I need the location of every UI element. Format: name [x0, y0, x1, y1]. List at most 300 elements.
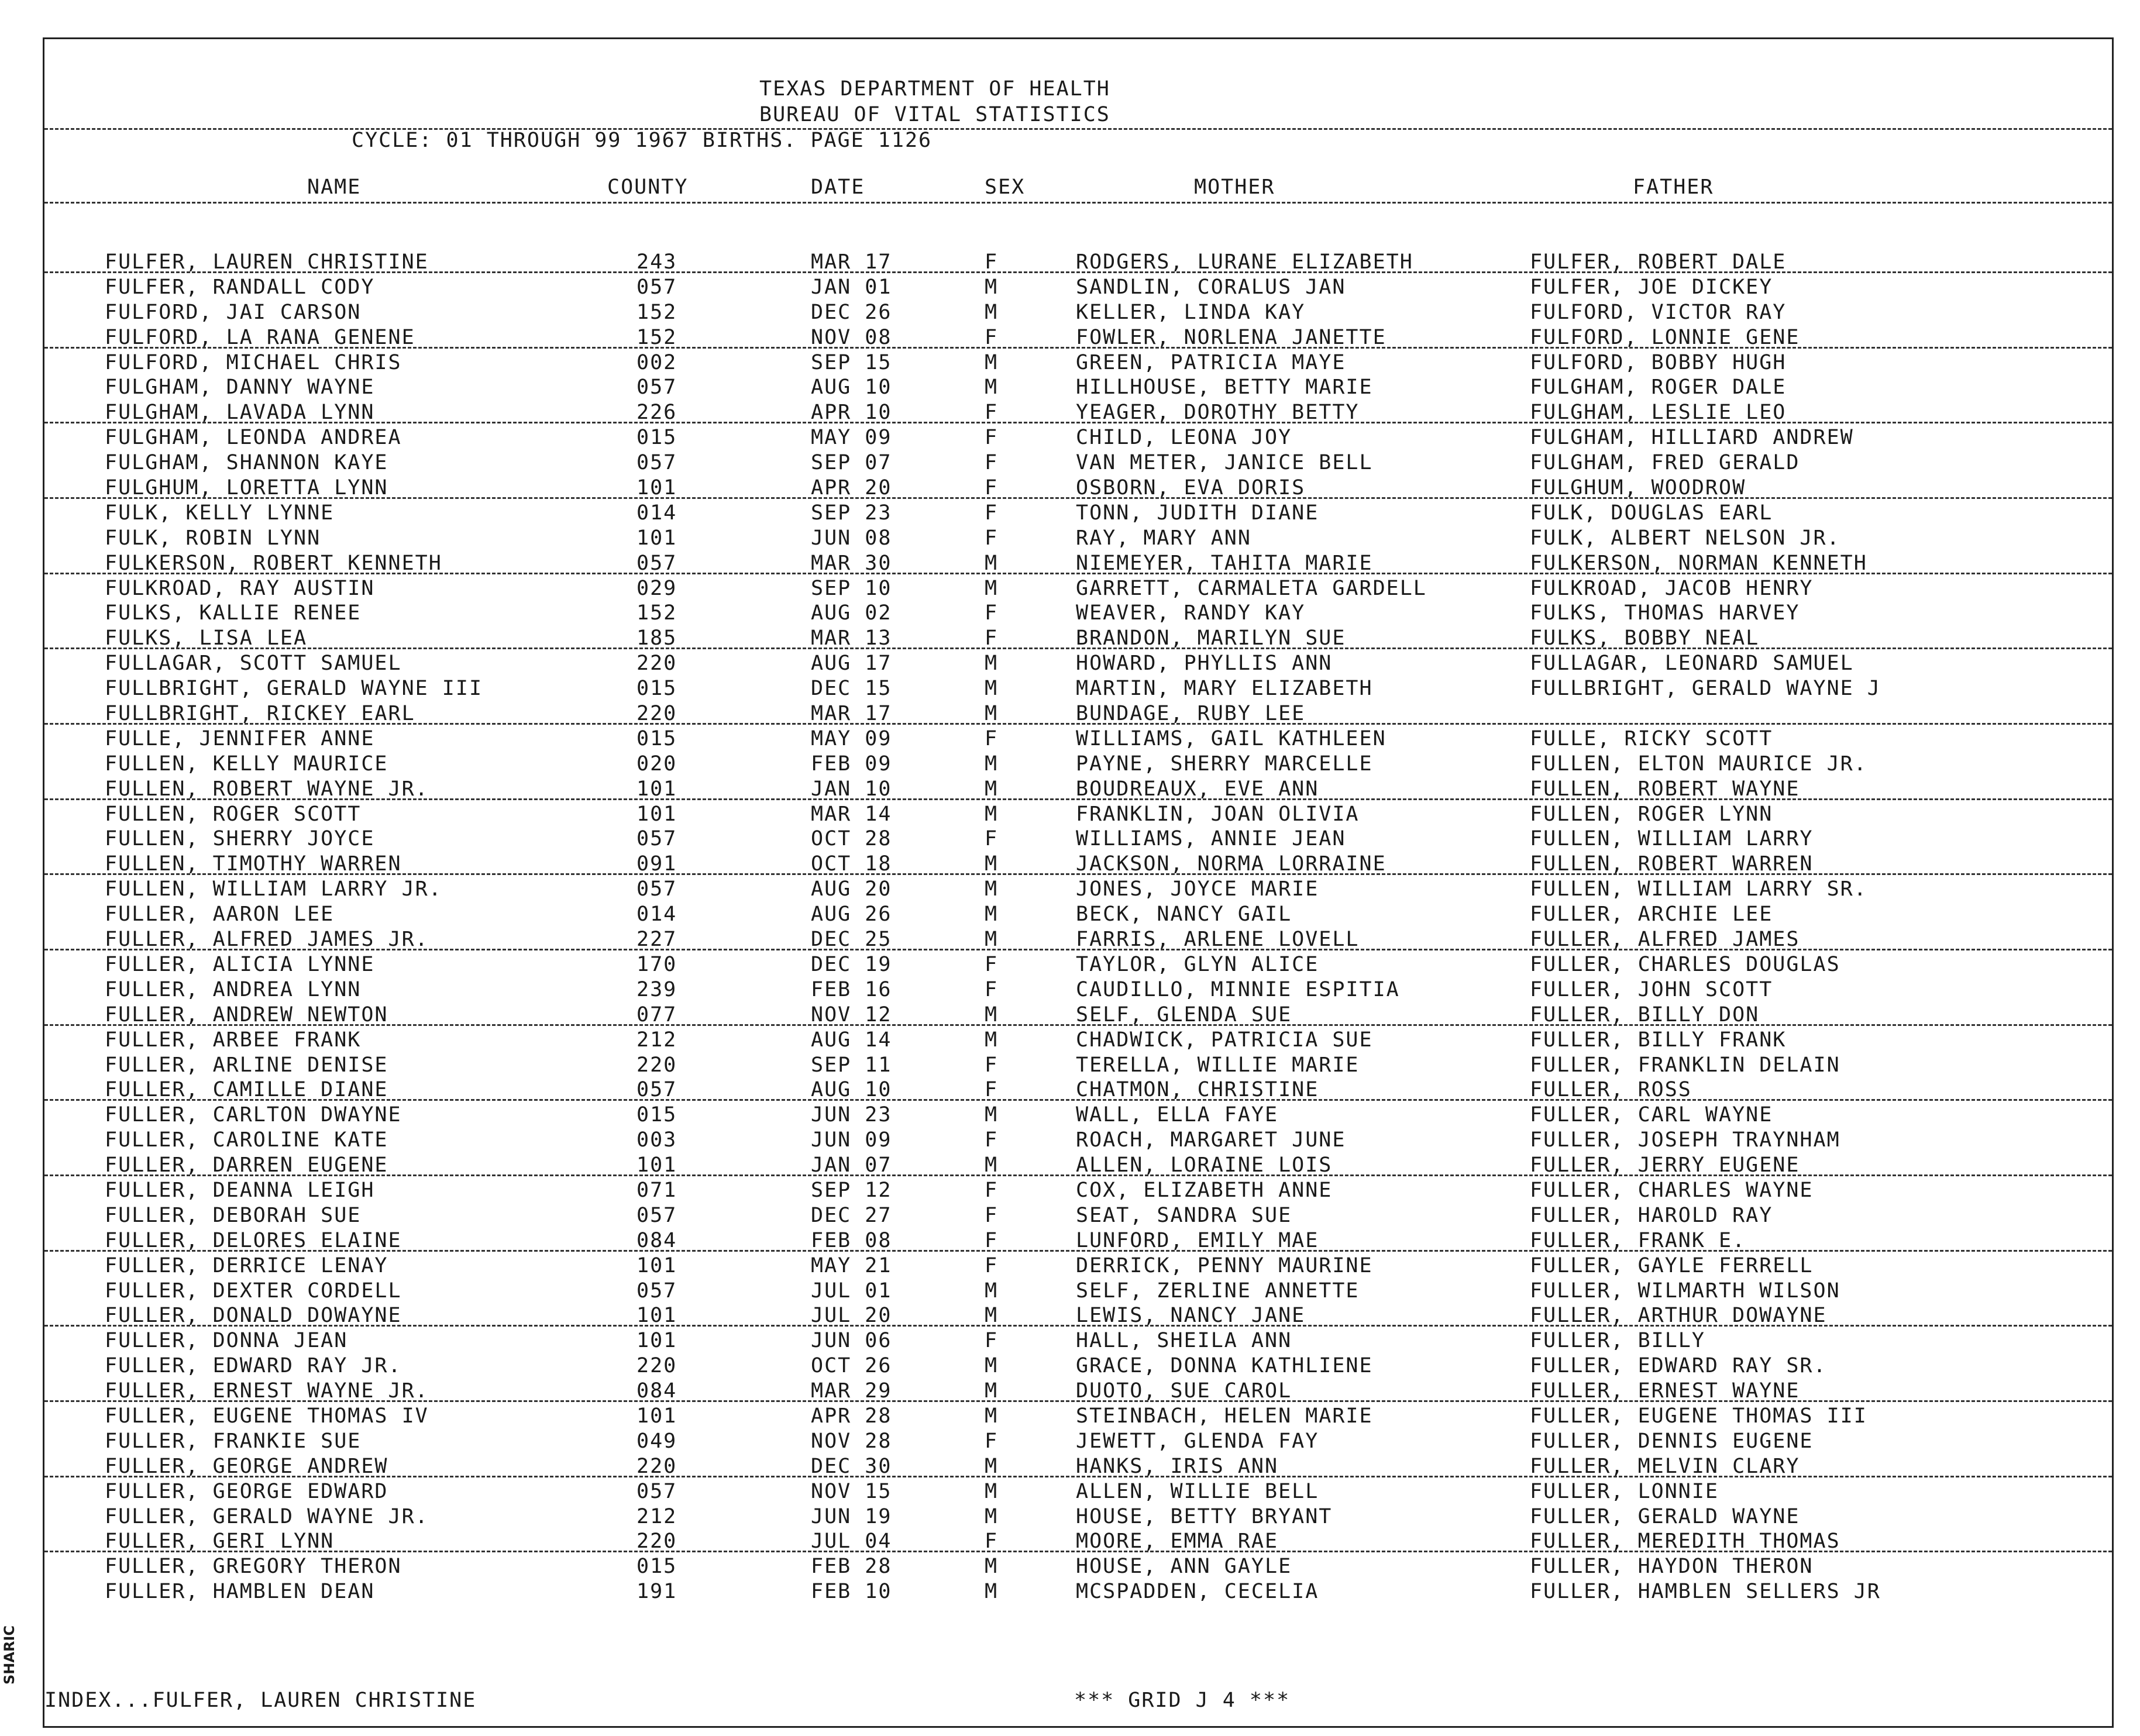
- cell-mother: HOWARD, PHYLLIS ANN: [1076, 652, 1333, 676]
- cell-sex: M: [985, 677, 999, 701]
- cell-county: 015: [637, 426, 677, 450]
- cell-father: FULLER, JOHN SCOTT: [1530, 977, 1773, 1001]
- cell-name: FULLER, ARBEE FRANK: [105, 1028, 362, 1052]
- table-row: [44, 1103, 2112, 1128]
- cell-county: 220: [637, 1530, 677, 1554]
- cell-mother: CHILD, LEONA JOY: [1076, 426, 1292, 450]
- cell-sex: M: [985, 852, 999, 876]
- cell-county: 152: [637, 601, 677, 625]
- cell-father: FULLER, MELVIN CLARY: [1530, 1454, 1800, 1478]
- cell-name: FULGHAM, DANNY WAYNE: [105, 376, 375, 399]
- cell-father: FULK, ALBERT NELSON JR.: [1530, 526, 1840, 550]
- cell-sex: M: [985, 1379, 999, 1403]
- cell-sex: M: [985, 1003, 999, 1027]
- cell-county: 002: [637, 350, 677, 374]
- cell-name: FULFORD, MICHAEL CHRIS: [105, 350, 402, 374]
- cell-county: 220: [637, 1053, 677, 1077]
- cell-mother: DERRICK, PENNY MAURINE: [1076, 1253, 1373, 1277]
- cell-name: FULLAGAR, SCOTT SAMUEL: [105, 652, 402, 676]
- cell-sex: M: [985, 1504, 999, 1528]
- cell-sex: F: [985, 325, 999, 349]
- cell-father: FULKS, BOBBY NEAL: [1530, 626, 1760, 650]
- cell-mother: PAYNE, SHERRY MARCELLE: [1076, 752, 1373, 776]
- cell-father: FULLER, FRANKLIN DELAIN: [1530, 1053, 1840, 1077]
- cell-name: FULLER, DEANNA LEIGH: [105, 1178, 375, 1202]
- cell-father: FULFORD, VICTOR RAY: [1530, 300, 1787, 324]
- cell-date: APR 28: [811, 1404, 892, 1428]
- cell-date: FEB 28: [811, 1555, 892, 1579]
- table-row: [44, 1204, 2112, 1229]
- table-row: [44, 601, 2112, 626]
- cell-county: 077: [637, 1003, 677, 1027]
- cell-name: FULFORD, JAI CARSON: [105, 300, 362, 324]
- cell-sex: F: [985, 1253, 999, 1277]
- table-row: [44, 802, 2112, 828]
- cell-sex: M: [985, 1279, 999, 1303]
- cell-date: SEP 11: [811, 1053, 892, 1077]
- cell-father: FULLER, BILLY: [1530, 1329, 1705, 1353]
- cell-date: MAR 14: [811, 802, 892, 826]
- cell-mother: RODGERS, LURANE ELIZABETH: [1076, 250, 1413, 274]
- cell-sex: F: [985, 476, 999, 500]
- cell-father: FULGHAM, FRED GERALD: [1530, 451, 1800, 475]
- table-row: [44, 1480, 2112, 1505]
- cell-father: FULLER, HAYDON THERON: [1530, 1555, 1814, 1579]
- cell-date: MAR 30: [811, 551, 892, 575]
- column-header-father: FATHER: [1633, 175, 1714, 199]
- cell-date: AUG 26: [811, 903, 892, 926]
- cell-county: 057: [637, 877, 677, 901]
- cell-date: FEB 10: [811, 1580, 892, 1604]
- table-row: [44, 1279, 2112, 1304]
- cell-date: JUN 09: [811, 1128, 892, 1152]
- table-row: [44, 1003, 2112, 1028]
- cell-date: DEC 15: [811, 677, 892, 701]
- cell-county: 101: [637, 1153, 677, 1177]
- table-row: [44, 903, 2112, 928]
- cell-name: FULLER, DEBORAH SUE: [105, 1203, 362, 1227]
- cell-mother: MOORE, EMMA RAE: [1076, 1530, 1279, 1554]
- cell-mother: WILLIAMS, ANNIE JEAN: [1076, 827, 1346, 851]
- cell-father: FULLE, RICKY SCOTT: [1530, 726, 1773, 750]
- cell-mother: GARRETT, CARMALETA GARDELL: [1076, 576, 1427, 600]
- table-row: [44, 1254, 2112, 1279]
- cell-mother: STEINBACH, HELEN MARIE: [1076, 1404, 1373, 1428]
- cell-name: FULLER, ARLINE DENISE: [105, 1053, 388, 1077]
- cell-mother: COX, ELIZABETH ANNE: [1076, 1178, 1333, 1202]
- cell-county: 212: [637, 1028, 677, 1052]
- cell-date: OCT 28: [811, 827, 892, 851]
- cell-name: FULLER, DELORES ELAINE: [105, 1228, 402, 1252]
- cell-name: FULLBRIGHT, GERALD WAYNE III: [105, 677, 483, 701]
- cell-name: FULKS, LISA LEA: [105, 626, 308, 650]
- cell-father: FULLER, ERNEST WAYNE: [1530, 1379, 1800, 1403]
- cell-father: FULLER, LONNIE: [1530, 1479, 1719, 1503]
- cell-county: 220: [637, 652, 677, 676]
- cell-sex: F: [985, 601, 999, 625]
- cell-name: FULLER, GREGORY THERON: [105, 1555, 402, 1579]
- cell-name: FULLER, HAMBLEN DEAN: [105, 1580, 375, 1604]
- cell-sex: F: [985, 250, 999, 274]
- cell-name: FULLER, CAROLINE KATE: [105, 1128, 388, 1152]
- cell-mother: ALLEN, WILLIE BELL: [1076, 1479, 1319, 1503]
- table-row: [44, 451, 2112, 476]
- cell-date: DEC 19: [811, 952, 892, 976]
- column-header-county: COUNTY: [607, 175, 689, 199]
- cell-father: FULLER, DENNIS EUGENE: [1530, 1429, 1814, 1453]
- cell-name: FULKROAD, RAY AUSTIN: [105, 576, 375, 600]
- table-row: [44, 1128, 2112, 1153]
- cell-county: 015: [637, 726, 677, 750]
- cell-county: 020: [637, 752, 677, 776]
- cell-county: 084: [637, 1379, 677, 1403]
- cell-sex: F: [985, 1329, 999, 1353]
- cell-father: FULLEN, ROGER LYNN: [1530, 802, 1773, 826]
- side-stamp: SHARIC: [1, 1625, 18, 1685]
- cell-father: FULLER, FRANK E.: [1530, 1228, 1746, 1252]
- cell-date: SEP 07: [811, 451, 892, 475]
- table-row: [44, 877, 2112, 903]
- cell-sex: M: [985, 300, 999, 324]
- header-bureau: BUREAU OF VITAL STATISTICS: [759, 103, 1110, 126]
- table-row: [44, 275, 2112, 301]
- table-row: [44, 953, 2112, 978]
- cell-name: FULKS, KALLIE RENEE: [105, 601, 362, 625]
- cell-date: JAN 10: [811, 777, 892, 801]
- cell-county: 084: [637, 1228, 677, 1252]
- cell-father: FULLER, EUGENE THOMAS III: [1530, 1404, 1867, 1428]
- cell-date: FEB 08: [811, 1228, 892, 1252]
- cell-sex: F: [985, 426, 999, 450]
- cell-date: JUN 23: [811, 1103, 892, 1127]
- cell-mother: ROACH, MARGARET JUNE: [1076, 1128, 1346, 1152]
- cell-mother: DUOTO, SUE CAROL: [1076, 1379, 1292, 1403]
- table-row: [44, 1329, 2112, 1354]
- cell-father: FULLER, HAMBLEN SELLERS JR: [1530, 1580, 1881, 1604]
- cell-mother: HILLHOUSE, BETTY MARIE: [1076, 376, 1373, 399]
- column-header-name: NAME: [307, 175, 362, 199]
- cell-name: FULLER, DONALD DOWAYNE: [105, 1304, 402, 1328]
- cell-father: FULLBRIGHT, GERALD WAYNE J: [1530, 677, 1881, 701]
- cell-county: 057: [637, 1078, 677, 1102]
- cell-county: 185: [637, 626, 677, 650]
- cell-county: 015: [637, 1103, 677, 1127]
- cell-county: 152: [637, 300, 677, 324]
- cell-mother: SANDLIN, CORALUS JAN: [1076, 275, 1346, 299]
- cell-county: 014: [637, 903, 677, 926]
- cell-sex: F: [985, 952, 999, 976]
- cell-date: DEC 27: [811, 1203, 892, 1227]
- cell-father: FULLEN, WILLIAM LARRY SR.: [1530, 877, 1867, 901]
- cell-name: FULLER, ALFRED JAMES JR.: [105, 928, 429, 952]
- cell-county: 057: [637, 1279, 677, 1303]
- cell-date: FEB 16: [811, 977, 892, 1001]
- cell-sex: F: [985, 626, 999, 650]
- cell-father: FULFORD, LONNIE GENE: [1530, 325, 1800, 349]
- cell-county: 220: [637, 702, 677, 726]
- cell-name: FULKERSON, ROBERT KENNETH: [105, 551, 442, 575]
- cell-father: FULLAGAR, LEONARD SAMUEL: [1530, 652, 1854, 676]
- cell-sex: M: [985, 903, 999, 926]
- birth-record-table: [44, 250, 2112, 1605]
- table-row: [44, 677, 2112, 702]
- cell-father: FULLER, CHARLES WAYNE: [1530, 1178, 1814, 1202]
- cell-mother: HANKS, IRIS ANN: [1076, 1454, 1279, 1478]
- cell-county: 071: [637, 1178, 677, 1202]
- cell-sex: M: [985, 777, 999, 801]
- cell-name: FULLER, CARLTON DWAYNE: [105, 1103, 402, 1127]
- cell-name: FULLER, GERALD WAYNE JR.: [105, 1504, 429, 1528]
- cell-date: SEP 23: [811, 501, 892, 525]
- cell-date: JUL 01: [811, 1279, 892, 1303]
- cell-county: 057: [637, 376, 677, 399]
- cell-name: FULLER, FRANKIE SUE: [105, 1429, 362, 1453]
- cell-date: JAN 07: [811, 1153, 892, 1177]
- cell-father: FULLER, ALFRED JAMES: [1530, 928, 1800, 952]
- cell-county: 015: [637, 1555, 677, 1579]
- table-row: [44, 1455, 2112, 1480]
- table-row: [44, 777, 2112, 802]
- cell-sex: M: [985, 1153, 999, 1177]
- table-row: [44, 1053, 2112, 1079]
- column-header-date: DATE: [811, 175, 865, 199]
- cell-sex: F: [985, 827, 999, 851]
- cell-sex: F: [985, 726, 999, 750]
- cell-father: FULLER, ARTHUR DOWAYNE: [1530, 1304, 1827, 1328]
- cell-name: FULLE, JENNIFER ANNE: [105, 726, 375, 750]
- cell-sex: F: [985, 1530, 999, 1554]
- cell-father: FULLER, HAROLD RAY: [1530, 1203, 1773, 1227]
- cell-sex: M: [985, 802, 999, 826]
- cell-mother: WEAVER, RANDY KAY: [1076, 601, 1306, 625]
- cell-father: FULFER, ROBERT DALE: [1530, 250, 1787, 274]
- cell-sex: F: [985, 526, 999, 550]
- cell-county: 101: [637, 1253, 677, 1277]
- cell-county: 091: [637, 852, 677, 876]
- cell-father: FULLER, MEREDITH THOMAS: [1530, 1530, 1840, 1554]
- table-row: [44, 652, 2112, 677]
- cell-name: FULLER, ANDREA LYNN: [105, 977, 362, 1001]
- table-row: [44, 301, 2112, 326]
- cell-date: DEC 30: [811, 1454, 892, 1478]
- cell-mother: FOWLER, NORLENA JANETTE: [1076, 325, 1386, 349]
- cell-date: APR 10: [811, 401, 892, 425]
- cell-mother: BRANDON, MARILYN SUE: [1076, 626, 1346, 650]
- cell-mother: HALL, SHEILA ANN: [1076, 1329, 1292, 1353]
- cell-county: 101: [637, 1404, 677, 1428]
- cell-sex: M: [985, 1304, 999, 1328]
- cell-mother: HOUSE, ANN GAYLE: [1076, 1555, 1292, 1579]
- cell-county: 101: [637, 802, 677, 826]
- cell-sex: M: [985, 1028, 999, 1052]
- cell-sex: M: [985, 877, 999, 901]
- cell-father: FULLER, JOSEPH TRAYNHAM: [1530, 1128, 1840, 1152]
- cell-mother: CAUDILLO, MINNIE ESPITIA: [1076, 977, 1400, 1001]
- cell-father: FULLER, BILLY DON: [1530, 1003, 1760, 1027]
- cell-date: NOV 15: [811, 1479, 892, 1503]
- cell-name: FULLER, DONNA JEAN: [105, 1329, 348, 1353]
- cell-sex: M: [985, 1555, 999, 1579]
- cell-date: AUG 14: [811, 1028, 892, 1052]
- cell-father: FULGHAM, LESLIE LEO: [1530, 401, 1787, 425]
- cell-name: FULGHUM, LORETTA LYNN: [105, 476, 388, 500]
- cell-date: AUG 10: [811, 376, 892, 399]
- cell-name: FULLER, CAMILLE DIANE: [105, 1078, 388, 1102]
- cell-mother: TAYLOR, GLYN ALICE: [1076, 952, 1319, 976]
- cell-date: MAR 17: [811, 702, 892, 726]
- cell-county: 152: [637, 325, 677, 349]
- cell-name: FULLEN, WILLIAM LARRY JR.: [105, 877, 442, 901]
- cell-mother: CHATMON, CHRISTINE: [1076, 1078, 1319, 1102]
- cell-county: 101: [637, 777, 677, 801]
- cell-county: 101: [637, 1304, 677, 1328]
- cell-date: NOV 12: [811, 1003, 892, 1027]
- cell-father: FULK, DOUGLAS EARL: [1530, 501, 1773, 525]
- cell-name: FULLER, DERRICE LENAY: [105, 1253, 388, 1277]
- cell-date: JUN 08: [811, 526, 892, 550]
- cell-mother: MARTIN, MARY ELIZABETH: [1076, 677, 1373, 701]
- cell-name: FULGHAM, LAVADA LYNN: [105, 401, 375, 425]
- cell-name: FULLER, ANDREW NEWTON: [105, 1003, 388, 1027]
- cell-county: 057: [637, 827, 677, 851]
- cell-mother: JACKSON, NORMA LORRAINE: [1076, 852, 1386, 876]
- table-row: [44, 852, 2112, 877]
- cell-sex: M: [985, 350, 999, 374]
- cell-date: JUL 04: [811, 1530, 892, 1554]
- cell-father: FULLER, EDWARD RAY SR.: [1530, 1354, 1827, 1378]
- cell-sex: M: [985, 376, 999, 399]
- cell-name: FULLEN, KELLY MAURICE: [105, 752, 388, 776]
- cell-mother: BOUDREAUX, EVE ANN: [1076, 777, 1319, 801]
- cell-sex: F: [985, 1429, 999, 1453]
- cell-mother: GRACE, DONNA KATHLIENE: [1076, 1354, 1373, 1378]
- cell-county: 015: [637, 677, 677, 701]
- cell-mother: SELF, GLENDA SUE: [1076, 1003, 1292, 1027]
- cell-mother: YEAGER, DOROTHY BETTY: [1076, 401, 1360, 425]
- cell-sex: F: [985, 1203, 999, 1227]
- cell-mother: WALL, ELLA FAYE: [1076, 1103, 1279, 1127]
- cell-father: FULKERSON, NORMAN KENNETH: [1530, 551, 1867, 575]
- cell-father: FULLER, ARCHIE LEE: [1530, 903, 1773, 926]
- table-row: [44, 326, 2112, 351]
- table-row: [44, 1078, 2112, 1103]
- column-header-divider: [44, 202, 2112, 204]
- cell-name: FULLER, DARREN EUGENE: [105, 1153, 388, 1177]
- cell-mother: VAN METER, JANICE BELL: [1076, 451, 1373, 475]
- cell-sex: M: [985, 1354, 999, 1378]
- cell-date: DEC 26: [811, 300, 892, 324]
- cell-name: FULLER, GEORGE EDWARD: [105, 1479, 388, 1503]
- cell-mother: BECK, NANCY GAIL: [1076, 903, 1292, 926]
- table-row: [44, 727, 2112, 752]
- cell-name: FULLEN, TIMOTHY WARREN: [105, 852, 402, 876]
- cell-name: FULFER, LAUREN CHRISTINE: [105, 250, 429, 274]
- table-row: [44, 1179, 2112, 1204]
- table-row: [44, 401, 2112, 426]
- column-header-mother: MOTHER: [1194, 175, 1275, 199]
- cell-sex: M: [985, 1479, 999, 1503]
- cell-sex: M: [985, 1454, 999, 1478]
- cell-mother: NIEMEYER, TAHITA MARIE: [1076, 551, 1373, 575]
- table-row: [44, 476, 2112, 501]
- table-row: [44, 526, 2112, 552]
- cell-date: AUG 20: [811, 877, 892, 901]
- cell-county: 101: [637, 476, 677, 500]
- cell-mother: TONN, JUDITH DIANE: [1076, 501, 1319, 525]
- cell-sex: F: [985, 1053, 999, 1077]
- table-row: [44, 351, 2112, 376]
- cell-sex: F: [985, 451, 999, 475]
- cell-mother: SELF, ZERLINE ANNETTE: [1076, 1279, 1360, 1303]
- cell-name: FULLER, EUGENE THOMAS IV: [105, 1404, 429, 1428]
- cell-name: FULLER, GERI LYNN: [105, 1530, 335, 1554]
- cell-father: FULGHAM, ROGER DALE: [1530, 376, 1787, 399]
- cell-father: FULLER, CHARLES DOUGLAS: [1530, 952, 1840, 976]
- table-row: [44, 426, 2112, 451]
- cell-county: 226: [637, 401, 677, 425]
- cell-date: OCT 26: [811, 1354, 892, 1378]
- cell-mother: BUNDAGE, RUBY LEE: [1076, 702, 1306, 726]
- cell-name: FULK, KELLY LYNNE: [105, 501, 335, 525]
- cell-county: 003: [637, 1128, 677, 1152]
- cell-mother: HOUSE, BETTY BRYANT: [1076, 1504, 1333, 1528]
- cell-county: 057: [637, 1203, 677, 1227]
- footer-index: INDEX...FULFER, LAUREN CHRISTINE: [44, 1689, 477, 1712]
- table-row: [44, 1404, 2112, 1430]
- cell-name: FULK, ROBIN LYNN: [105, 526, 321, 550]
- cell-county: 057: [637, 275, 677, 299]
- table-row: [44, 1580, 2112, 1605]
- table-row: [44, 552, 2112, 577]
- cell-sex: F: [985, 1178, 999, 1202]
- cell-sex: M: [985, 752, 999, 776]
- cell-name: FULFORD, LA RANA GENENE: [105, 325, 415, 349]
- cell-county: 101: [637, 1329, 677, 1353]
- cell-mother: JEWETT, GLENDA FAY: [1076, 1429, 1319, 1453]
- cell-date: SEP 12: [811, 1178, 892, 1202]
- table-row: [44, 626, 2112, 652]
- cell-name: FULLER, AARON LEE: [105, 903, 335, 926]
- cell-county: 101: [637, 526, 677, 550]
- table-row: [44, 376, 2112, 401]
- cell-mother: MCSPADDEN, CECELIA: [1076, 1580, 1319, 1604]
- cell-date: JUN 19: [811, 1504, 892, 1528]
- table-row: [44, 928, 2112, 953]
- cell-mother: ALLEN, LORAINE LOIS: [1076, 1153, 1333, 1177]
- table-row: [44, 752, 2112, 777]
- cell-father: FULKS, THOMAS HARVEY: [1530, 601, 1800, 625]
- table-row: [44, 1505, 2112, 1530]
- cell-mother: TERELLA, WILLIE MARIE: [1076, 1053, 1360, 1077]
- cell-mother: LEWIS, NANCY JANE: [1076, 1304, 1306, 1328]
- cell-county: 212: [637, 1504, 677, 1528]
- cell-county: 170: [637, 952, 677, 976]
- cell-county: 239: [637, 977, 677, 1001]
- table-row: [44, 1354, 2112, 1379]
- cell-father: FULLER, WILMARTH WILSON: [1530, 1279, 1840, 1303]
- cell-sex: F: [985, 1078, 999, 1102]
- cell-county: 057: [637, 1479, 677, 1503]
- cell-name: FULLER, DEXTER CORDELL: [105, 1279, 402, 1303]
- cell-county: 220: [637, 1454, 677, 1478]
- cell-county: 220: [637, 1354, 677, 1378]
- cell-sex: F: [985, 1128, 999, 1152]
- cell-name: FULLBRIGHT, RICKEY EARL: [105, 702, 415, 726]
- cell-father: FULLER, BILLY FRANK: [1530, 1028, 1787, 1052]
- cell-name: FULGHAM, LEONDA ANDREA: [105, 426, 402, 450]
- table-row: [44, 250, 2112, 275]
- cell-mother: CHADWICK, PATRICIA SUE: [1076, 1028, 1373, 1052]
